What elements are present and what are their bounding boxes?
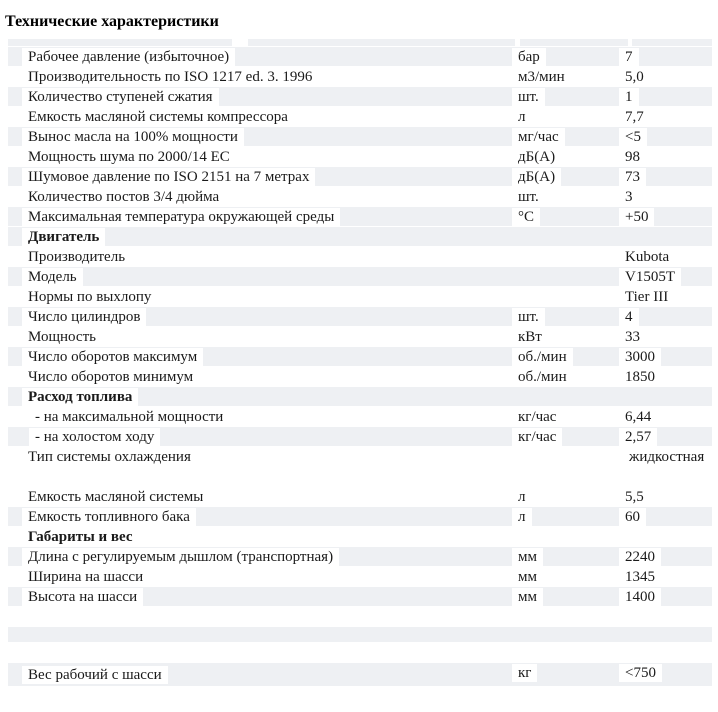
param-label: Количество ступеней сжатия [22, 88, 219, 106]
table-row [8, 87, 712, 107]
value-label: 5,5 [625, 489, 644, 505]
table-row [8, 347, 712, 367]
spacer-cell [520, 39, 628, 46]
unit-label: кг [512, 664, 537, 682]
value-label: 1850 [625, 369, 655, 385]
unit-label: кВт [518, 329, 542, 345]
param-label: Высота на шасси [22, 588, 143, 606]
unit-label: мг/час [512, 128, 565, 146]
unit-label: кг/час [512, 428, 562, 446]
unit-label: °С [512, 208, 540, 226]
table-row [8, 587, 712, 607]
value-label: Tier III [625, 289, 669, 305]
table-row [8, 287, 712, 307]
unit-label: об./мин [512, 348, 573, 366]
unit-label: бар [512, 48, 546, 66]
empty-row [8, 607, 712, 627]
spacer-cell [632, 39, 712, 46]
value-label: 5,0 [625, 69, 644, 85]
spec-sheet [0, 13, 718, 687]
param-label: Шумовое давление по ISO 2151 на 7 метрах [22, 168, 315, 186]
unit-label: л [512, 508, 532, 526]
value-label: 7 [619, 48, 639, 66]
table-row [8, 307, 712, 327]
section-title: Габариты и вес [28, 529, 133, 545]
param-label: Емкость топливного бака [22, 508, 196, 526]
value-label: 7,7 [625, 109, 644, 125]
unit-label: дБ(А) [512, 168, 561, 186]
value-label: <5 [619, 128, 647, 146]
value-label: 1400 [619, 588, 661, 606]
param-label: Ширина на шасси [28, 569, 144, 585]
table-row [8, 127, 712, 147]
unit-label: шт. [512, 88, 545, 106]
value-label: +50 [619, 208, 654, 226]
table-row [8, 327, 712, 347]
table-row [8, 663, 712, 687]
empty-row [8, 627, 712, 643]
section-title: Двигатель [22, 228, 105, 246]
value-label: 98 [625, 149, 640, 165]
section-header-row [8, 527, 712, 547]
unit-label: мм [512, 548, 543, 566]
table-row [8, 507, 712, 527]
table-row [8, 567, 712, 587]
param-label: Количество постов 3/4 дюйма [28, 189, 220, 205]
param-label: Вынос масла на 100% мощности [22, 128, 244, 146]
unit-label: об./мин [518, 369, 567, 385]
value-label: 3 [625, 189, 633, 205]
table-row [8, 47, 712, 67]
value-label: 1 [619, 88, 639, 106]
param-label: Тип системы охлаждения [28, 449, 191, 465]
section-header-row [8, 387, 712, 407]
table-row [8, 147, 712, 167]
param-label: Модель [22, 268, 83, 286]
spacer-cell [8, 39, 232, 46]
param-label: Мощность [28, 329, 96, 345]
table-row [8, 167, 712, 187]
param-label: Максимальная температура окружающей среды [22, 208, 340, 226]
param-label: Мощность шума по 2000/14 ЕС [28, 149, 230, 165]
value-label: 4 [619, 308, 639, 326]
value-label: жидкостная [629, 449, 705, 465]
param-label: Вес рабочий с шасси [22, 666, 168, 684]
value-label: 60 [619, 508, 646, 526]
table-row [8, 427, 712, 447]
table-row [8, 447, 712, 467]
param-label: Рабочее давление (избыточное) [22, 48, 235, 66]
value-label: 2,57 [619, 428, 657, 446]
param-label: Длина с регулируемым дышлом (транспортная) [22, 548, 339, 566]
table-row [8, 267, 712, 287]
param-label: Производительность по ISO 1217 ed. 3. 1996 [28, 69, 313, 85]
spacer-cell [248, 39, 515, 46]
table-row [8, 547, 712, 567]
spacer-row [8, 39, 712, 46]
value-label: 3000 [619, 348, 661, 366]
spec-table [8, 39, 712, 687]
page-title: Технические характеристики [5, 13, 219, 30]
unit-label: л [518, 109, 526, 125]
unit-label: м3/мин [518, 69, 565, 85]
param-label: Емкость масляной системы [28, 489, 204, 505]
section-header-row [8, 227, 712, 247]
unit-label: дБ(А) [518, 149, 556, 165]
table-row [8, 187, 712, 207]
table-row [8, 367, 712, 387]
value-label: 1345 [625, 569, 655, 585]
value-label: Kubota [625, 249, 670, 265]
param-label: Производитель [28, 249, 126, 265]
table-row [8, 487, 712, 507]
table-row [8, 247, 712, 267]
param-label: Число цилиндров [22, 308, 146, 326]
value-label: <750 [619, 664, 662, 682]
empty-row [8, 467, 712, 487]
value-label: 6,44 [625, 409, 652, 425]
value-label: 2240 [619, 548, 661, 566]
section-title: Расход топлива [22, 388, 138, 406]
unit-label: мм [518, 569, 537, 585]
table-row [8, 67, 712, 87]
param-label: Нормы по выхлопу [28, 289, 152, 305]
value-label: V1505T [619, 268, 681, 286]
unit-label: мм [512, 588, 543, 606]
param-label: - на максимальной мощности [35, 409, 224, 425]
param-label: - на холостом ходу [29, 428, 160, 446]
value-label: 73 [619, 168, 646, 186]
unit-label: шт. [512, 308, 545, 326]
param-label: Число оборотов минимум [28, 369, 194, 385]
unit-label: л [518, 489, 526, 505]
param-label: Число оборотов максимум [22, 348, 203, 366]
table-row [8, 107, 712, 127]
empty-row [8, 643, 712, 663]
table-row [8, 407, 712, 427]
param-label: Емкость масляной системы компрессора [28, 109, 288, 125]
table-row [8, 207, 712, 227]
unit-label: кг/час [518, 409, 557, 425]
value-label: 33 [625, 329, 640, 345]
unit-label: шт. [518, 189, 539, 205]
